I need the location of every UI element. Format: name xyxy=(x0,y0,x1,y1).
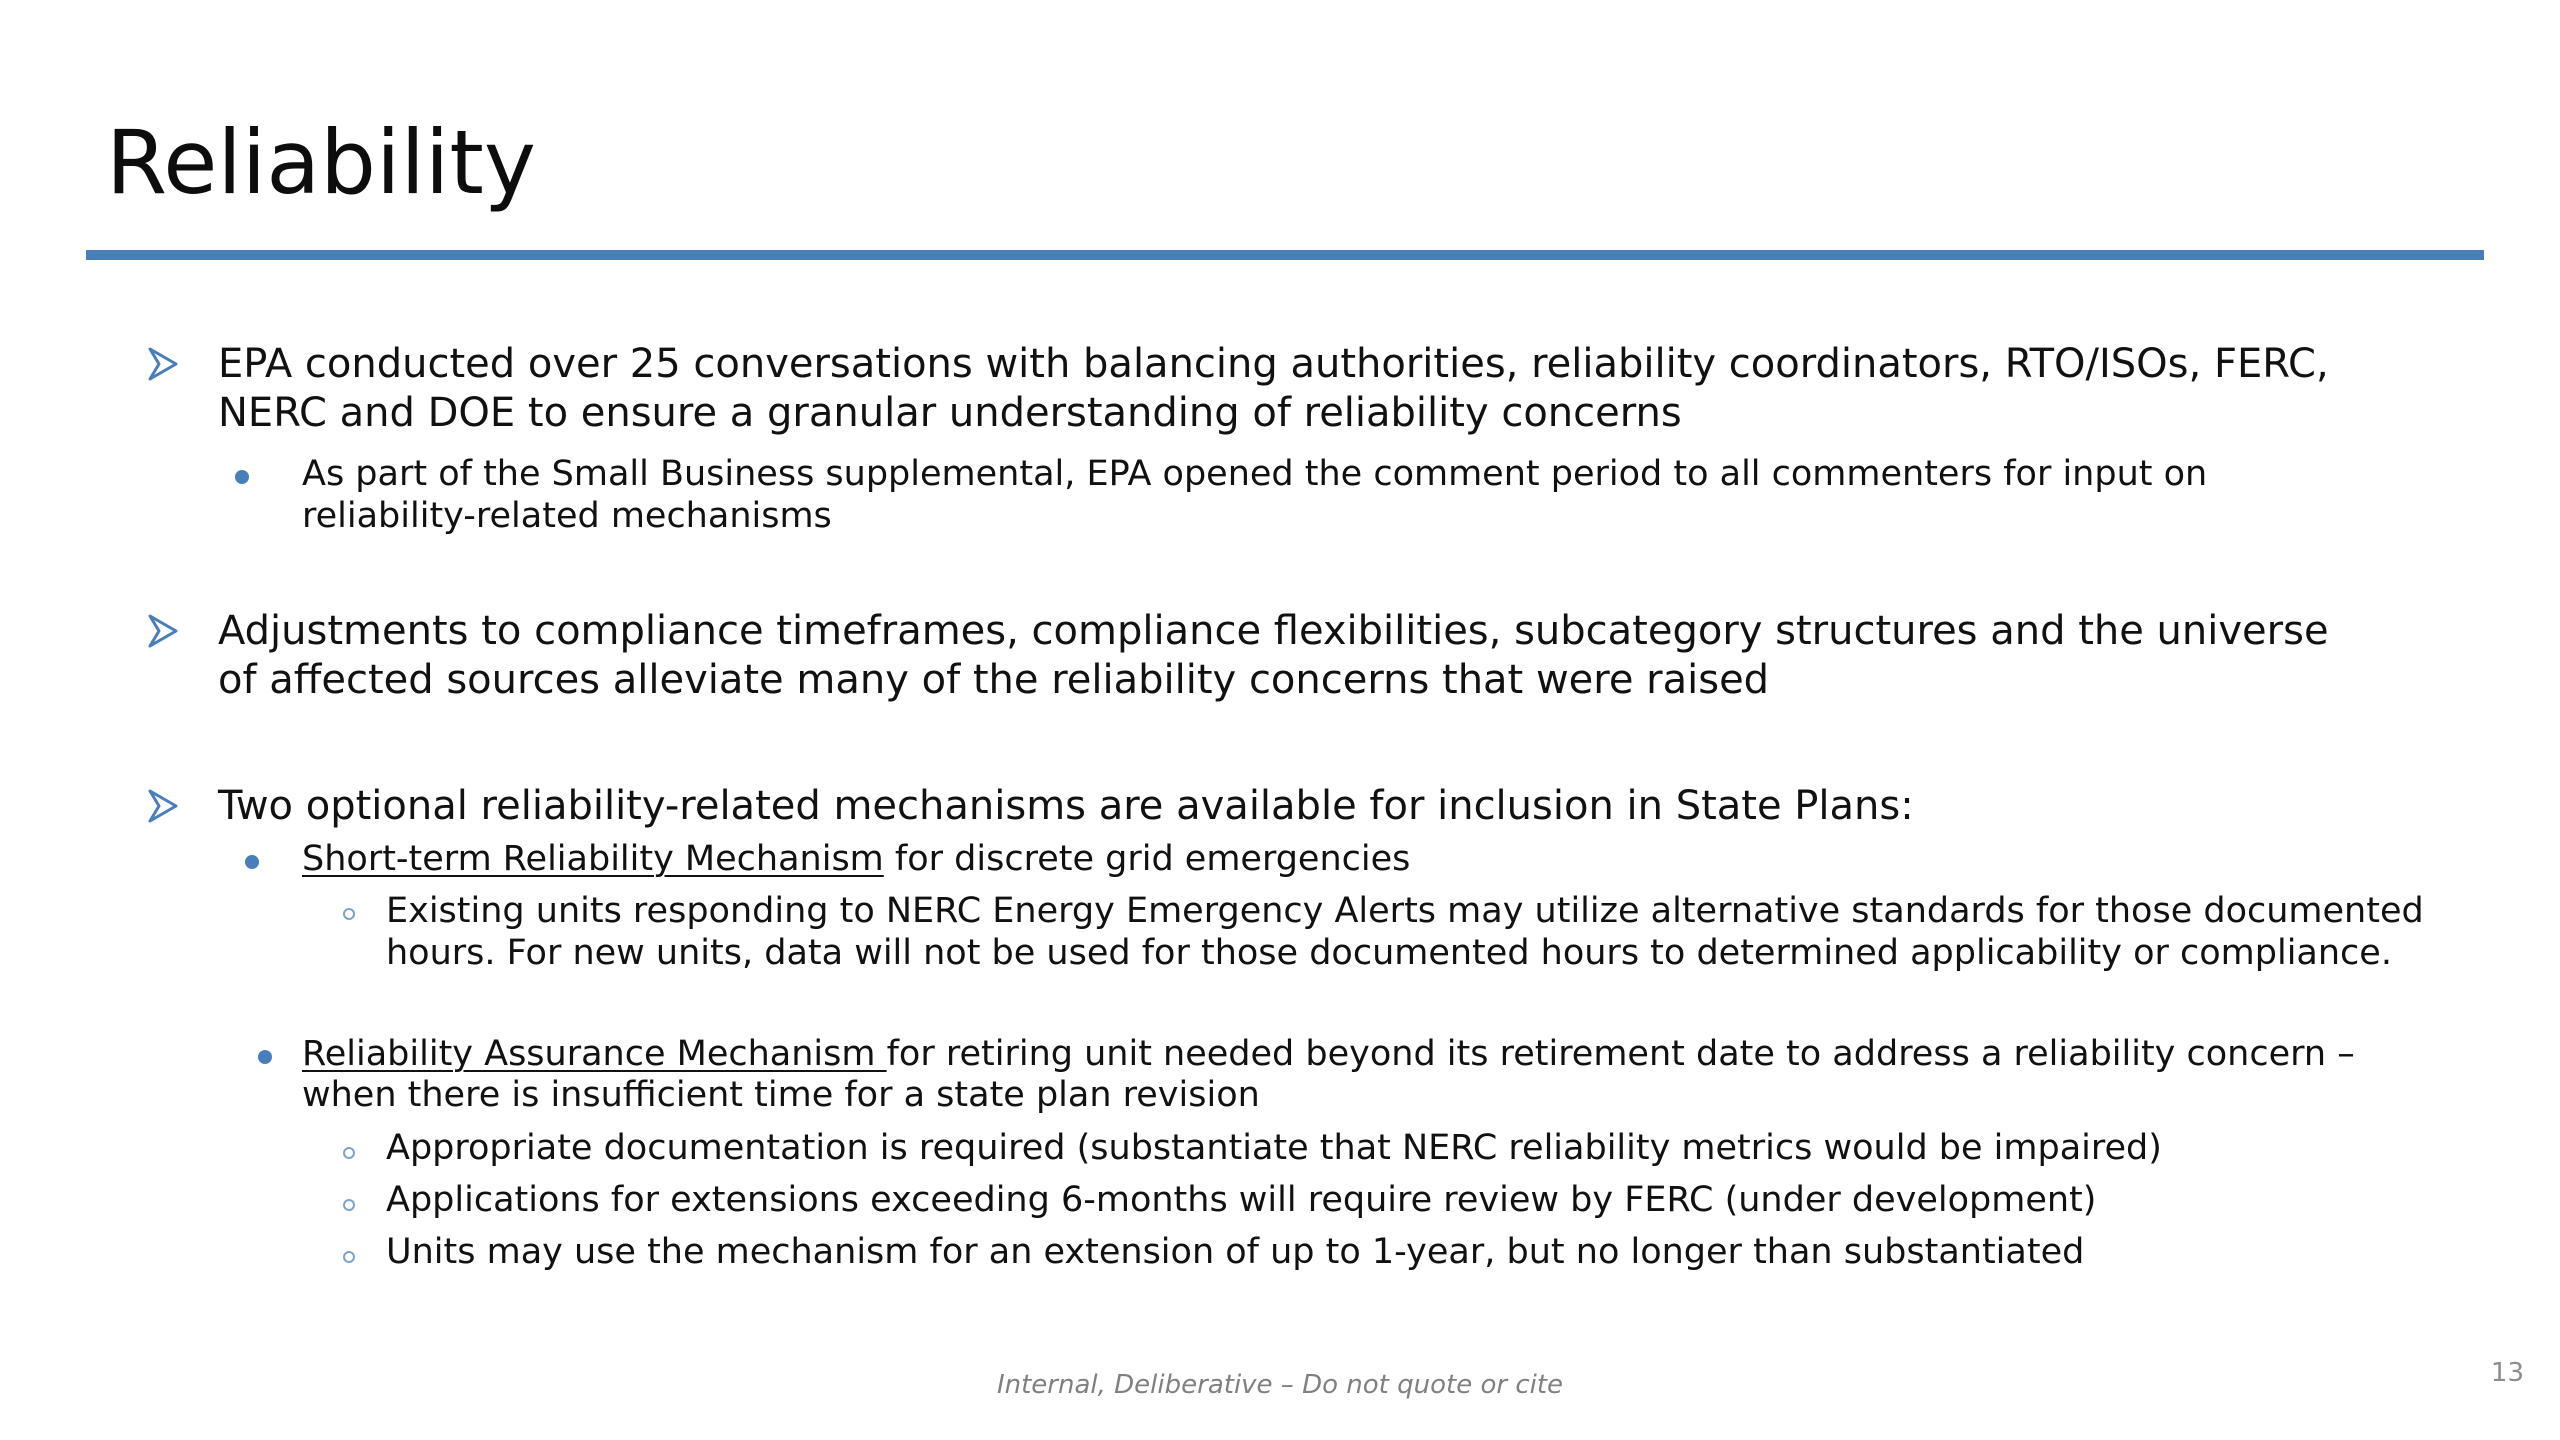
circle-bullet-icon xyxy=(343,1251,355,1263)
arrow-bullet-icon xyxy=(148,347,178,381)
bullet-3-line-1: Two optional reliability-related mechanisms are available for inclusion in State Plans: xyxy=(218,783,1914,829)
slide-title: Reliability xyxy=(106,111,536,214)
short-term-detail-line-1: Existing units responding to NERC Energy Emergency Alerts may utilize alternative standards for those documented xyxy=(386,891,2424,931)
short-term-mechanism-line xyxy=(302,838,1410,880)
arrow-bullet-icon xyxy=(148,614,178,648)
short-term-detail-line-2: hours. For new units, data will not be used for those documented hours to determined applicability or compliance. xyxy=(386,933,2392,973)
assurance-mechanism-line-1 xyxy=(302,1033,2355,1075)
bullet-2-line-2: of affected sources alleviate many of the reliability concerns that were raised xyxy=(218,657,1770,703)
assurance-mechanism-desc: for retiring unit needed beyond its retirement date to address a reliability concern – xyxy=(886,1034,2355,1074)
page-number: 13 xyxy=(2490,1358,2524,1388)
dot-bullet-icon xyxy=(245,855,259,869)
assurance-mechanism-term: Reliability Assurance Mechanism xyxy=(302,1034,887,1074)
circle-bullet-icon xyxy=(343,1147,355,1159)
assurance-detail-2: Applications for extensions exceeding 6-months will require review by FERC (under development) xyxy=(386,1180,2097,1220)
assurance-mechanism-line-2: when there is insufficient time for a state plan revision xyxy=(302,1075,1260,1115)
bullet-1-sub-1-line-1: As part of the Small Business supplemental, EPA opened the comment period to all commenters for input on xyxy=(302,454,2208,494)
dot-bullet-icon xyxy=(235,470,249,484)
assurance-detail-1: Appropriate documentation is required (substantiate that NERC reliability metrics would be impaired) xyxy=(386,1128,2162,1168)
circle-bullet-icon xyxy=(343,1199,355,1211)
title-underline-rule xyxy=(86,250,2484,260)
bullet-1-sub-1-line-2: reliability-related mechanisms xyxy=(302,496,832,536)
bullet-2-line-1: Adjustments to compliance timeframes, compliance flexibilities, subcategory structures and the universe xyxy=(218,608,2329,654)
short-term-mechanism-term: Short-term Reliability Mechanism xyxy=(302,839,884,879)
circle-bullet-icon xyxy=(343,908,355,920)
bullet-1-line-2: NERC and DOE to ensure a granular understanding of reliability concerns xyxy=(218,390,1682,436)
arrow-bullet-icon xyxy=(148,789,178,823)
footer-disclaimer: Internal, Deliberative – Do not quote or cite xyxy=(996,1370,1564,1400)
assurance-detail-3: Units may use the mechanism for an extension of up to 1-year, but no longer than substantiated xyxy=(386,1232,2085,1272)
short-term-mechanism-desc: for discrete grid emergencies xyxy=(883,839,1411,879)
bullet-1-line-1: EPA conducted over 25 conversations with balancing authorities, reliability coordinators, RTO/ISOs, FERC, xyxy=(218,341,2329,387)
dot-bullet-icon xyxy=(258,1050,272,1064)
